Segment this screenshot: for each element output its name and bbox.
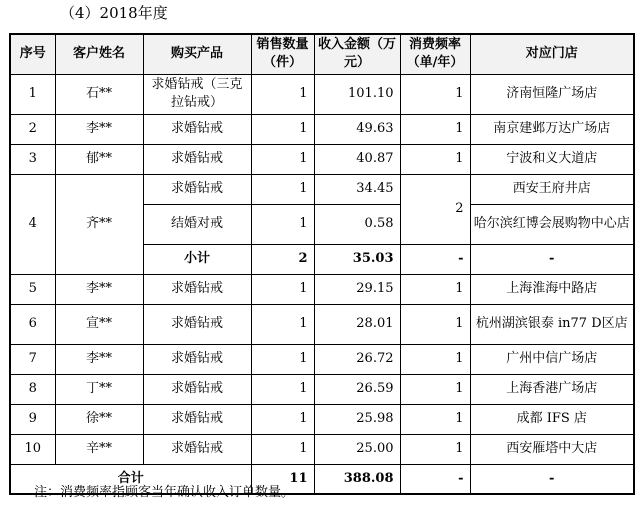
total-qty: 11: [251, 464, 314, 494]
cell-revenue: 49.63: [314, 114, 400, 144]
cell-freq: 2: [400, 174, 470, 244]
cell-store: 上海香港广场店: [470, 374, 634, 404]
footnote: 注：消费频率指顾客当年确认收入订单数量。: [34, 485, 295, 500]
cell-qty: 1: [251, 404, 314, 434]
cell-customer: 宣**: [55, 304, 143, 344]
cell-no: 2: [10, 114, 55, 144]
cell-product: 求婚钻戒: [143, 274, 251, 304]
cell-qty: 1: [251, 374, 314, 404]
cell-customer: 齐**: [55, 174, 143, 274]
cell-revenue: 25.00: [314, 434, 400, 464]
cell-revenue: 26.72: [314, 344, 400, 374]
cell-customer: 石**: [55, 74, 143, 114]
cell-revenue: 34.45: [314, 174, 400, 204]
cell-product: 求婚钻戒: [143, 174, 251, 204]
cell-no: 8: [10, 374, 55, 404]
table-row: [10, 274, 634, 304]
cell-store: 西安雁塔中大店: [470, 434, 634, 464]
cell-customer: 郁**: [55, 144, 143, 174]
header-row: [10, 34, 634, 74]
cell-freq: 1: [400, 274, 470, 304]
cell-store: 哈尔滨红博会展购物中心店: [470, 204, 634, 244]
cell-customer: 丁**: [55, 374, 143, 404]
table-row: [10, 144, 634, 174]
cell-customer: 李**: [55, 114, 143, 144]
total-freq: -: [400, 464, 470, 494]
subtotal-label: 小计: [143, 244, 251, 274]
cell-qty: 1: [251, 304, 314, 344]
cell-product: 求婚钻戒: [143, 114, 251, 144]
cell-revenue: 101.10: [314, 74, 400, 114]
total-label: 合计: [10, 464, 251, 494]
cell-no: 5: [10, 274, 55, 304]
total-revenue: 388.08: [314, 464, 400, 494]
table-row: [10, 344, 634, 374]
section-heading: （4）2018年度: [60, 4, 168, 22]
cell-qty: 1: [251, 74, 314, 114]
table-row: [10, 114, 634, 144]
cell-freq: 1: [400, 144, 470, 174]
cell-product: 求婚钻戒: [143, 144, 251, 174]
cell-customer: 李**: [55, 274, 143, 304]
cell-revenue: 25.98: [314, 404, 400, 434]
cell-store: 成都 IFS 店: [470, 404, 634, 434]
cell-product: 求婚钻戒: [143, 344, 251, 374]
table-row: [10, 434, 634, 464]
cell-store: 济南恒隆广场店: [470, 74, 634, 114]
cell-product: 求婚钻戒: [143, 304, 251, 344]
customer-sales-table: [9, 33, 635, 495]
cell-customer: 徐**: [55, 404, 143, 434]
cell-product: 结婚对戒: [143, 204, 251, 244]
cell-no: 7: [10, 344, 55, 374]
cell-freq: 1: [400, 404, 470, 434]
header-product: 购买产品: [143, 34, 251, 74]
cell-freq: 1: [400, 304, 470, 344]
table-row: [10, 304, 634, 344]
cell-store: 杭州湖滨银泰 in77 D区店: [470, 304, 634, 344]
cell-no: 10: [10, 434, 55, 464]
cell-freq: 1: [400, 344, 470, 374]
cell-no: 6: [10, 304, 55, 344]
total-store: -: [470, 464, 634, 494]
header-qty: 销售数量（件）: [251, 34, 314, 74]
cell-freq: 1: [400, 114, 470, 144]
header-freq: 消费频率（单/年）: [400, 34, 470, 74]
cell-qty: 1: [251, 434, 314, 464]
cell-revenue: 29.15: [314, 274, 400, 304]
table-row: [10, 374, 634, 404]
cell-revenue: 0.58: [314, 204, 400, 244]
cell-no: 1: [10, 74, 55, 114]
cell-qty: 1: [251, 344, 314, 374]
cell-no: 4: [10, 174, 55, 274]
subtotal-store: -: [470, 244, 634, 274]
header-revenue: 收入金额（万元）: [314, 34, 400, 74]
cell-product: 求婚钻戒: [143, 404, 251, 434]
cell-store: 上海淮海中路店: [470, 274, 634, 304]
table-row: [10, 74, 634, 114]
header-no: 序号: [10, 34, 55, 74]
cell-product: 求婚钻戒: [143, 374, 251, 404]
cell-store: 广州中信广场店: [470, 344, 634, 374]
subtotal-revenue: 35.03: [314, 244, 400, 274]
cell-revenue: 26.59: [314, 374, 400, 404]
cell-customer: 辛**: [55, 434, 143, 464]
cell-store: 宁波和义大道店: [470, 144, 634, 174]
table-row: [10, 174, 634, 204]
cell-no: 3: [10, 144, 55, 174]
table-row: [10, 404, 634, 434]
subtotal-qty: 2: [251, 244, 314, 274]
cell-customer: 李**: [55, 344, 143, 374]
header-store: 对应门店: [470, 34, 634, 74]
header-customer: 客户姓名: [55, 34, 143, 74]
cell-product: 求婚钻戒（三克拉钻戒）: [143, 74, 251, 114]
cell-qty: 1: [251, 204, 314, 244]
cell-qty: 1: [251, 174, 314, 204]
subtotal-freq: -: [400, 244, 470, 274]
cell-store: 西安王府井店: [470, 174, 634, 204]
cell-no: 9: [10, 404, 55, 434]
cell-qty: 1: [251, 144, 314, 174]
cell-freq: 1: [400, 434, 470, 464]
cell-revenue: 28.01: [314, 304, 400, 344]
cell-qty: 1: [251, 274, 314, 304]
cell-freq: 1: [400, 374, 470, 404]
cell-product: 求婚钻戒: [143, 434, 251, 464]
cell-freq: 1: [400, 74, 470, 114]
cell-qty: 1: [251, 114, 314, 144]
cell-revenue: 40.87: [314, 144, 400, 174]
cell-store: 南京建邺万达广场店: [470, 114, 634, 144]
